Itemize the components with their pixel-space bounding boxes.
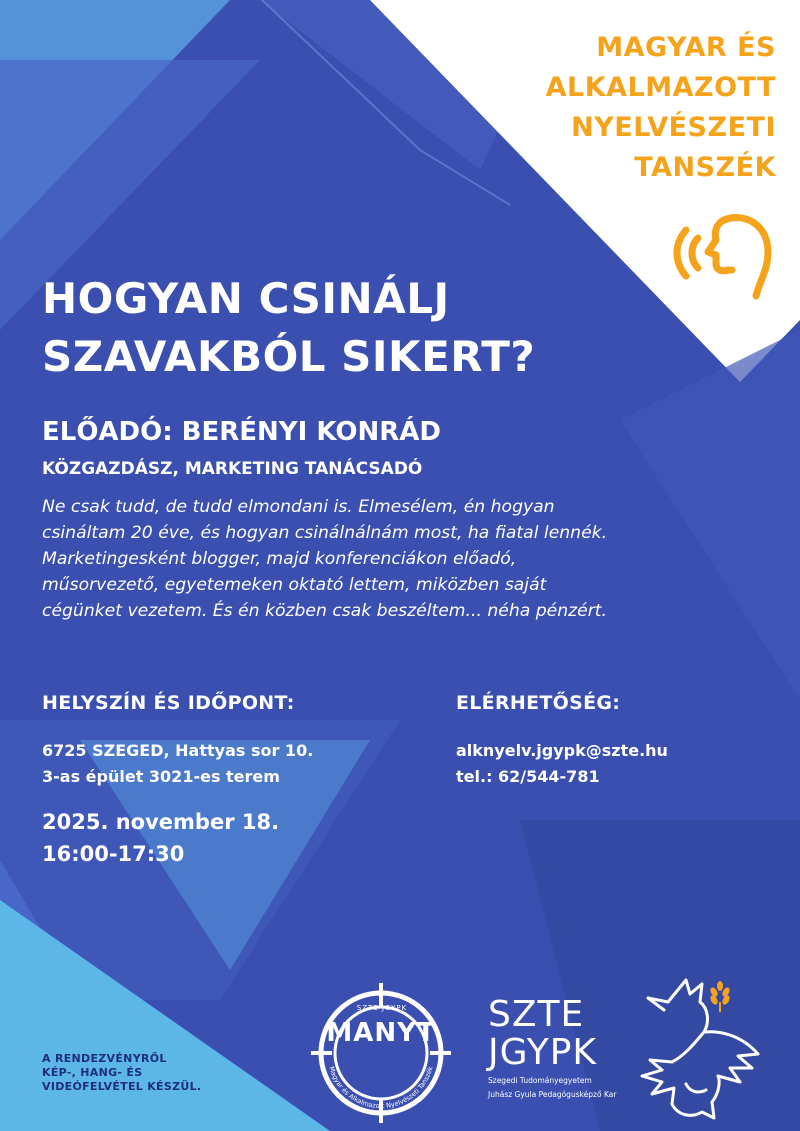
department-name	[476, 28, 776, 188]
svg-text:Magyar és Alkalmazott Nyelvész	[327, 1065, 434, 1110]
department-line-3: NYELVÉSZETI	[571, 112, 776, 143]
manyt-top-text: SZTE JGYPK	[356, 1004, 408, 1012]
event-title	[42, 270, 682, 386]
speaker-role: KÖZGAZDÁSZ, MARKETING TANÁCSADÓ	[42, 459, 423, 479]
szte-bird-logo	[628, 972, 770, 1122]
description-line-1: Ne csak tudd, de tudd elmondani is. Elmesélem, én hogyan	[42, 497, 555, 517]
contact-email-link[interactable]: alknyelv.jgypk@szte.hu	[456, 741, 668, 760]
event-title-line-2: SZAVAKBÓL SIKERT?	[42, 332, 536, 381]
description-line-4: műsorvezető, egyetemeken oktató lettem, miközben saját	[42, 575, 547, 595]
speaking-head-icon	[672, 200, 776, 304]
szte-logo-line-1: SZTE	[488, 994, 585, 1035]
szte-jgypk-logo	[488, 996, 648, 1100]
contact-phone: tel.: 62/544-781	[456, 767, 600, 786]
department-line-2: ALKALMAZOTT	[545, 72, 776, 103]
description-line-3: Marketingesként blogger, majd konferenciákon előadó,	[42, 549, 517, 569]
szte-logo-sub-1: Szegedi Tudományegyetem	[488, 1076, 592, 1085]
notice-line-2: KÉP-, HANG- ÉS	[42, 1066, 143, 1079]
event-description	[42, 494, 772, 624]
department-line-4: TANSZÉK	[634, 152, 776, 183]
venue-address	[42, 738, 313, 790]
department-line-1: MAGYAR ÉS	[596, 32, 776, 63]
address-line-2: 3-as épület 3021-es terem	[42, 767, 280, 786]
manyt-logo-text: MANYT	[326, 1018, 436, 1048]
szte-logo-line-2: JGYPK	[488, 1032, 598, 1073]
speaker-name: ELŐADÓ: BERÉNYI KONRÁD	[42, 417, 441, 447]
address-line-1: 6725 SZEGED, Hattyas sor 10.	[42, 741, 314, 760]
manyt-target-logo	[302, 975, 460, 1131]
contact-heading: ELÉRHETŐSÉG:	[456, 692, 621, 714]
contact-details	[456, 738, 668, 790]
event-date: 2025. november 18.	[42, 810, 280, 834]
description-line-2: csináltam 20 éve, és hogyan csinálnálnám most, ha fiatal lennék.	[42, 523, 608, 543]
szte-logo-sub-2: Juhász Gyula Pedagógusképző Kar	[488, 1090, 617, 1099]
recording-notice	[42, 1052, 262, 1094]
event-time: 16:00-17:30	[42, 842, 185, 866]
manyt-ring-text: Magyar és Alkalmazott Nyelvészeti Tanszék	[327, 1065, 435, 1111]
event-title-line-1: HOGYAN CSINÁLJ	[42, 274, 450, 323]
description-line-5: cégünket vezetem. És én közben csak beszéltem... néha pénzért.	[42, 601, 607, 621]
venue-heading: HELYSZÍN ÉS IDŐPONT:	[42, 692, 295, 714]
notice-line-1: A RENDEZVÉNYRŐL	[42, 1052, 167, 1065]
notice-line-3: VIDEÓFELVÉTEL KÉSZÜL.	[42, 1080, 202, 1093]
event-datetime	[42, 806, 279, 870]
